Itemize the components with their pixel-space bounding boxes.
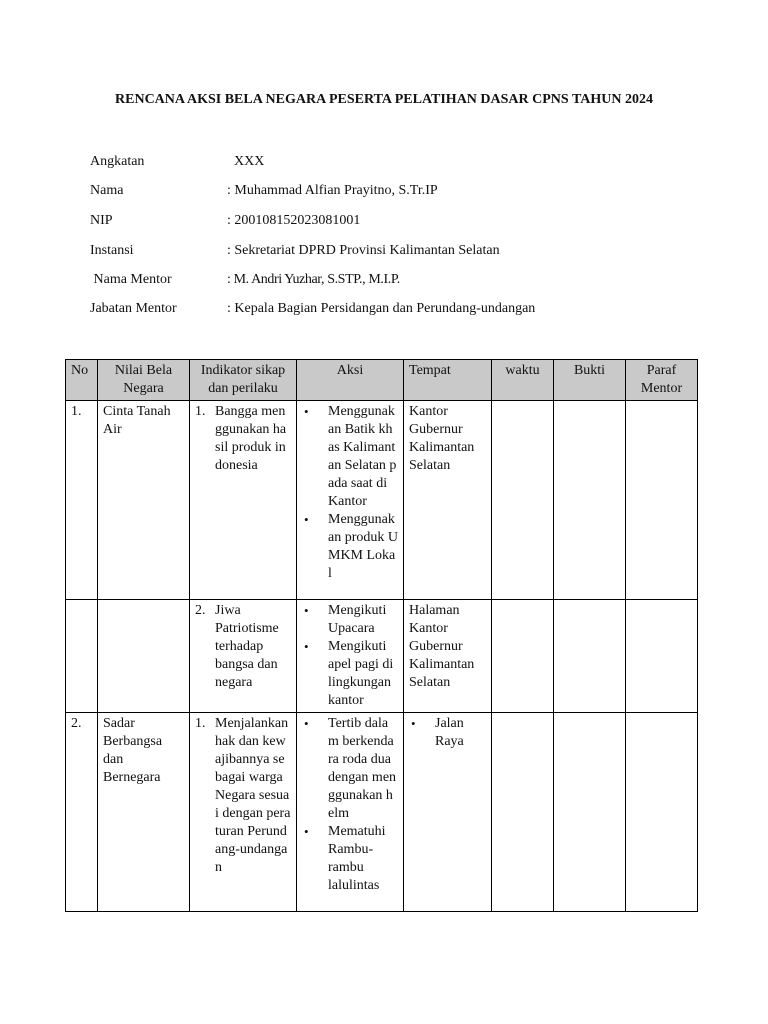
cell-bukti <box>554 600 626 713</box>
header-tempat: Tempat <box>404 360 492 401</box>
header-nilai: Nilai Bela Negara <box>98 360 190 401</box>
info-label: Jabatan Mentor <box>90 301 177 316</box>
header-paraf: Paraf Mentor <box>626 360 698 401</box>
cell-tempat: Halaman Kantor Gubernur Kalimantan Selatan <box>404 600 492 713</box>
bullet-icon: • <box>304 639 309 654</box>
info-value: : Muhammad Alfian Prayitno, S.Tr.IP <box>227 183 438 198</box>
cell-bukti <box>554 713 626 912</box>
list-item <box>302 403 398 511</box>
info-value: : Sekretariat DPRD Provinsi Kalimantan Selatan <box>227 243 500 258</box>
cell-paraf <box>626 401 698 600</box>
info-label: Angkatan <box>90 154 145 169</box>
info-label: Instansi <box>90 243 134 258</box>
item-number: 1. <box>195 716 206 731</box>
info-value: : 200108152023081001 <box>227 213 361 228</box>
bullet-icon: • <box>411 716 416 731</box>
cell-waktu <box>492 600 554 713</box>
cell-no: 1. <box>66 401 98 600</box>
cell-aksi <box>297 713 404 912</box>
bullet-icon: • <box>304 824 309 839</box>
info-label: NIP <box>90 213 113 228</box>
header-no: No <box>66 360 98 401</box>
cell-nilai: Cinta Tanah Air <box>98 401 190 600</box>
list-item <box>409 715 486 751</box>
item-number: 2. <box>195 603 206 618</box>
bullet-icon: • <box>304 404 309 419</box>
list-item <box>302 511 398 583</box>
table-row <box>66 713 698 912</box>
aksi-text: Tertib dalam berkendara roda dua dengan menggunakan helm <box>328 716 397 821</box>
indikator-text: Jiwa Patriotisme terhadap bangsa dan negara <box>215 603 279 690</box>
cell-no <box>66 600 98 713</box>
header-bukti: Bukti <box>554 360 626 401</box>
bullet-icon: • <box>304 512 309 527</box>
aksi-text: Mematuhi Rambu-rambu lalulintas <box>328 824 386 893</box>
info-label: Nama <box>90 183 124 198</box>
aksi-text: Menggunakan Batik khas Kalimantan Selatan pada saat di Kantor <box>328 404 397 509</box>
cell-no: 2. <box>66 713 98 912</box>
indikator-text: Menjalankan hak dan kewajibannya sebagai warga Negara sesuai dengan peraturan Perundang-undangan <box>215 716 291 875</box>
list-item <box>302 715 398 823</box>
info-value: XXX <box>227 154 265 169</box>
cell-paraf <box>626 600 698 713</box>
cell-indikator <box>190 600 297 713</box>
list-item <box>302 602 398 638</box>
cell-indikator <box>190 713 297 912</box>
bullet-icon: • <box>304 716 309 731</box>
table-header-row <box>66 360 698 401</box>
indikator-text: Bangga menggunakan hasil produk indonesia <box>215 404 287 473</box>
cell-aksi <box>297 600 404 713</box>
cell-tempat <box>404 713 492 912</box>
bullet-icon: • <box>304 603 309 618</box>
action-plan-table <box>65 359 698 912</box>
info-value: : M. Andri Yuzhar, S.STP., M.I.P. <box>227 272 400 287</box>
table-row <box>66 600 698 713</box>
aksi-text: Menggunakan produk UMKM Lokal <box>328 512 398 581</box>
cell-nilai: Sadar Berbangsa dan Bernegara <box>98 713 190 912</box>
cell-indikator <box>190 401 297 600</box>
list-item <box>302 638 398 710</box>
aksi-text: Mengikuti Upacara <box>328 603 387 636</box>
cell-waktu <box>492 401 554 600</box>
cell-nilai <box>98 600 190 713</box>
document-title: RENCANA AKSI BELA NEGARA PESERTA PELATIHAN DASAR CPNS TAHUN 2024 <box>115 92 653 107</box>
item-number: 1. <box>195 404 206 419</box>
cell-bukti <box>554 401 626 600</box>
info-value: : Kepala Bagian Persidangan dan Perundang-undangan <box>227 301 536 316</box>
aksi-text: Mengikuti apel pagi di lingkungan kantor <box>328 639 394 708</box>
cell-aksi <box>297 401 404 600</box>
header-indikator: Indikator sikap dan perilaku <box>190 360 297 401</box>
tempat-text: Jalan Raya <box>435 716 464 749</box>
list-item <box>302 823 398 895</box>
header-waktu: waktu <box>492 360 554 401</box>
header-aksi: Aksi <box>297 360 404 401</box>
table-row <box>66 401 698 600</box>
cell-waktu <box>492 713 554 912</box>
cell-tempat: Kantor Gubernur Kalimantan Selatan <box>404 401 492 600</box>
info-label: Nama Mentor <box>90 272 172 287</box>
cell-paraf <box>626 713 698 912</box>
